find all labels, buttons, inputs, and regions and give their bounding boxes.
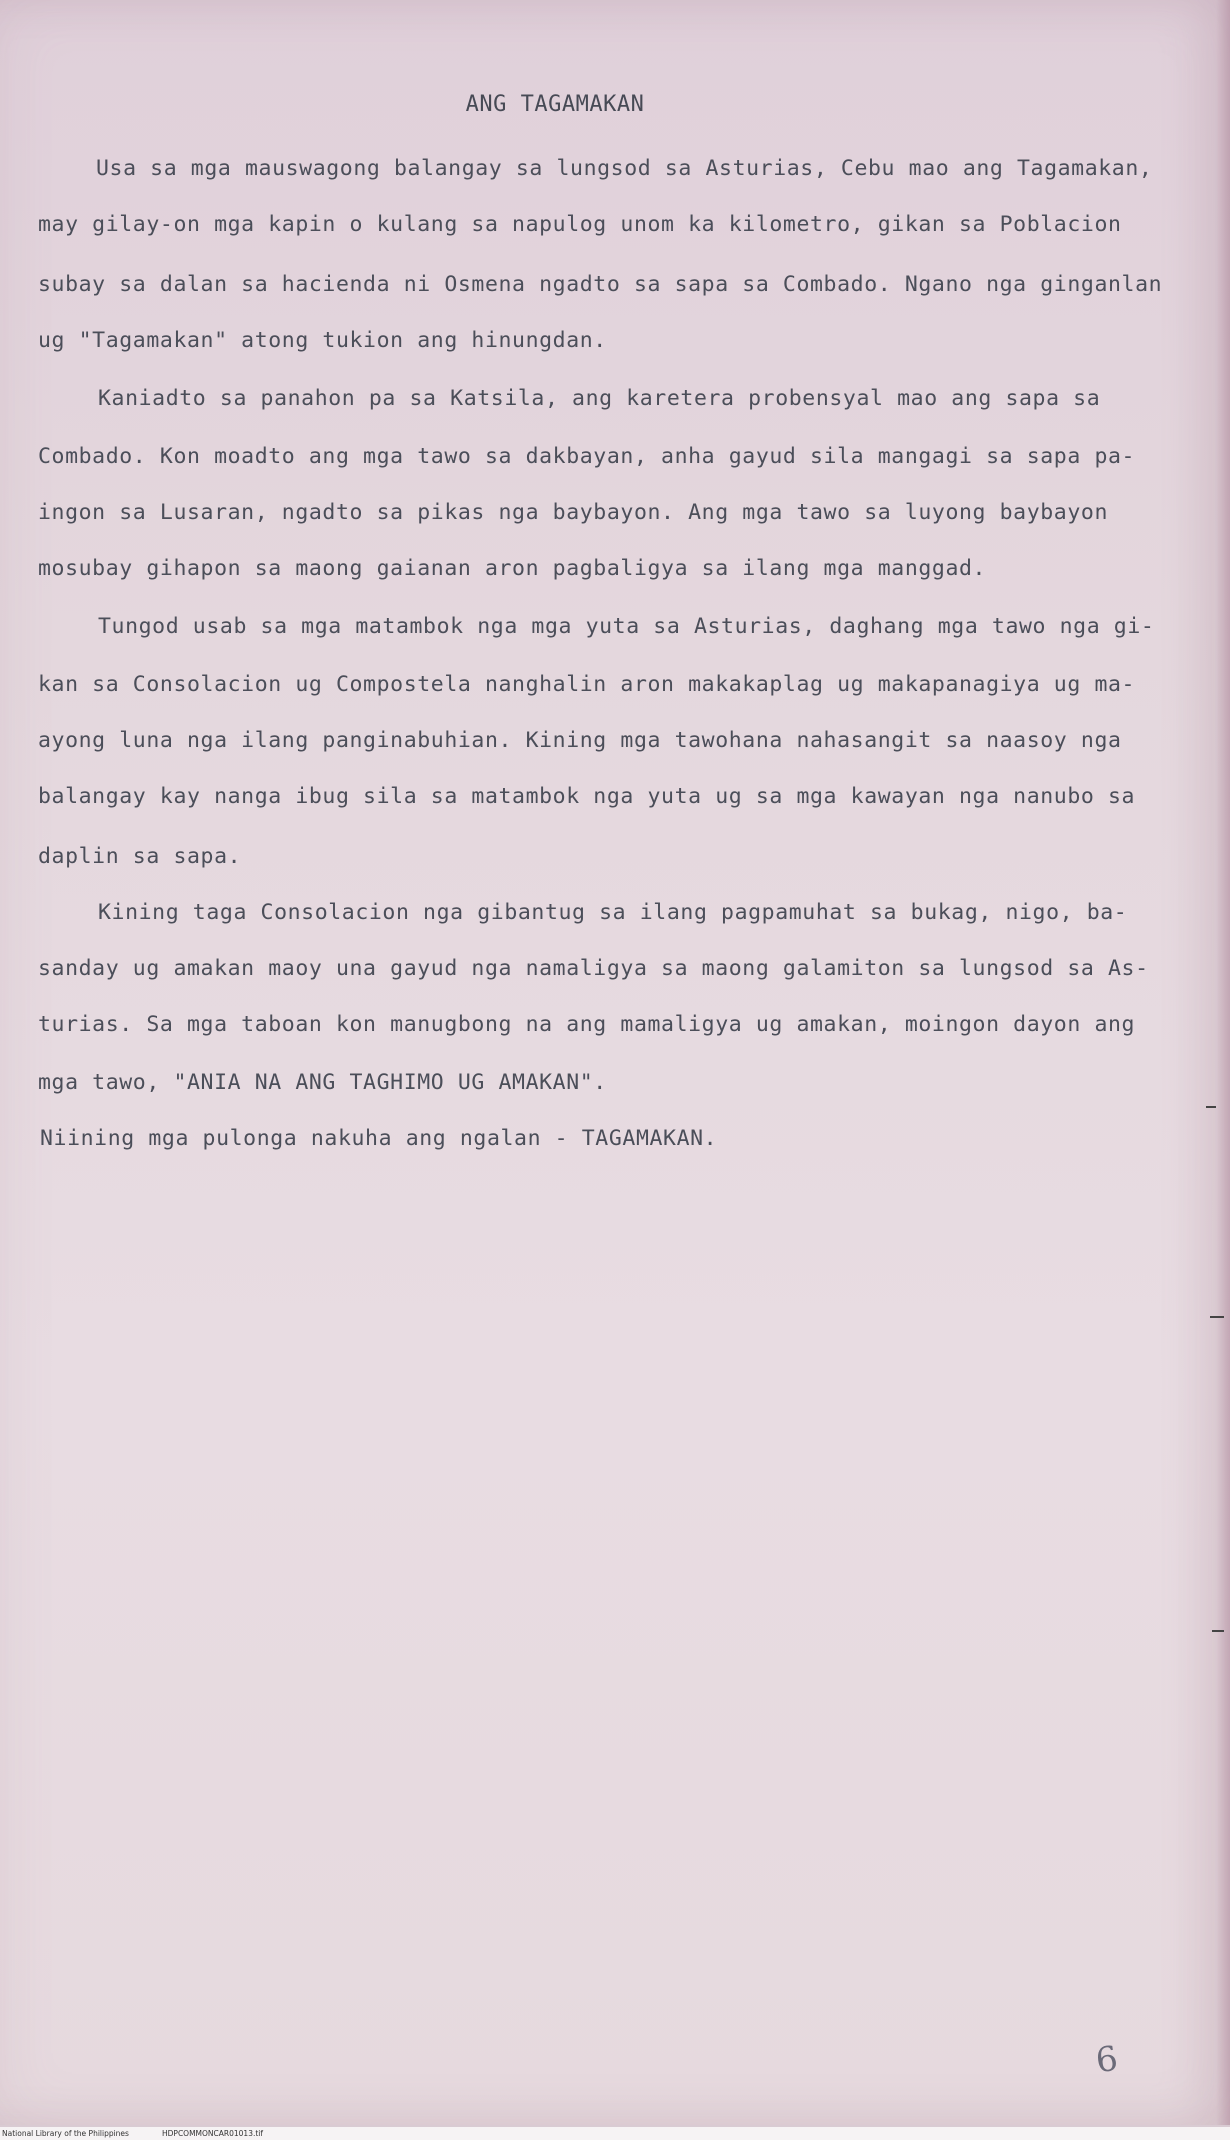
text-line: Kaniadto sa panahon pa sa Katsila, ang karetera probensyal mao ang sapa sa [98,386,1101,411]
document-title: ANG TAGAMAKAN [465,92,645,117]
text-line: ayong luna nga ilang panginabuhian. Kining mga tawohana nahasangit sa naasoy nga [38,728,1122,753]
text-line: ug "Tagamakan" atong tukion ang hinungdan. [38,328,607,353]
text-line: Kining taga Consolacion nga gibantug sa ilang pagpamuhat sa bukag, nigo, ba- [98,900,1128,925]
text-line: Usa sa mga mauswagong balangay sa lungsod sa Asturias, Cebu mao ang Tagamakan, [96,156,1153,181]
text-line: kan sa Consolacion ug Compostela nanghalin aron makakaplag ug makapanagiya ug ma- [38,672,1136,697]
text-line: sanday ug amakan maoy una gayud nga namaligya sa maong galamiton sa lungsod sa As- [38,956,1149,981]
text-line: Niining mga pulonga nakuha ang ngalan - TAGAMAKAN. [40,1126,718,1151]
handwritten-page-mark: 6 [1093,2038,1121,2082]
text-line: may gilay-on mga kapin o kulang sa napulog unom ka kilometro, gikan sa Poblacion [38,212,1122,237]
margin-tick [1206,1106,1216,1108]
text-line: daplin sa sapa. [38,844,242,869]
margin-tick [1210,1316,1224,1318]
footer-source: National Library of the Philippines [2,2129,129,2138]
text-line: subay sa dalan sa hacienda ni Osmena ngadto sa sapa sa Combado. Ngano nga ginganlan [38,272,1163,297]
margin-tick [1212,1630,1224,1632]
paper-right-edge [1216,0,1230,2125]
text-line: Combado. Kon moadto ang mga tawo sa dakbayan, anha gayud sila mangagi sa sapa pa- [38,444,1136,469]
scan-footer [0,2127,1230,2140]
text-line: Tungod usab sa mga matambok nga mga yuta sa Asturias, daghang mga tawo nga gi- [98,614,1155,639]
text-line: mga tawo, "ANIA NA ANG TAGHIMO UG AMAKAN". [38,1070,607,1095]
text-line: ingon sa Lusaran, ngadto sa pikas nga baybayon. Ang mga tawo sa luyong baybayon [38,500,1108,525]
text-line: turias. Sa mga taboan kon manugbong na ang mamaligya ug amakan, moingon dayon ang [38,1012,1136,1037]
text-line: balangay kay nanga ibug sila sa matambok nga yuta ug sa mga kawayan nga nanubo sa [38,784,1136,809]
text-line: mosubay gihapon sa maong gaianan aron pagbaligya sa ilang mga manggad. [38,556,987,581]
footer-filename: HDPCOMMONCAR01013.tif [162,2129,264,2138]
